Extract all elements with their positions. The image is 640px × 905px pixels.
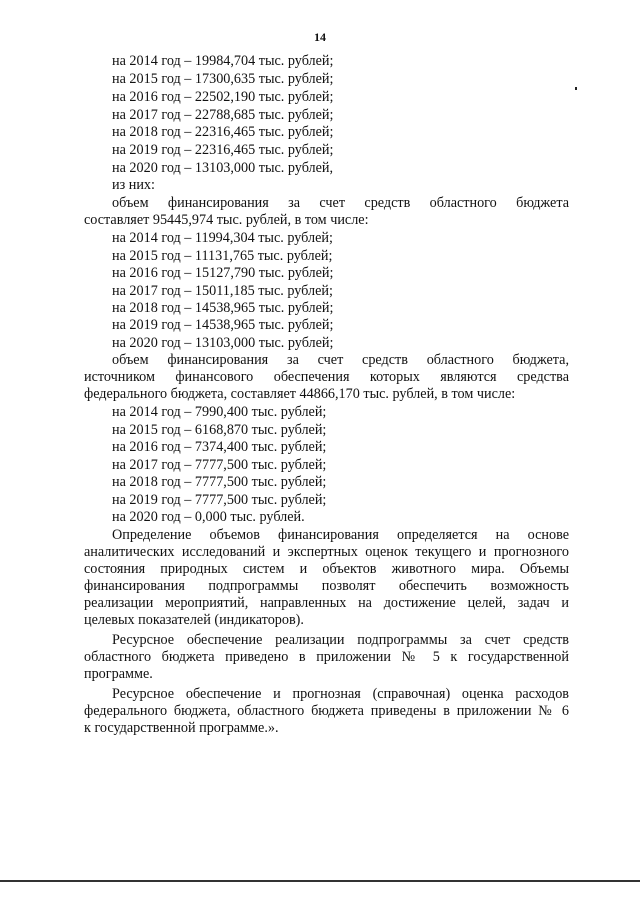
paragraph-line: программе. bbox=[84, 666, 153, 682]
list-item: на 2018 год – 22316,465 тыс. рублей; bbox=[112, 124, 334, 140]
list-item: на 2014 год – 7990,400 тыс. рублей; bbox=[112, 404, 327, 420]
paragraph-line: составляет 95445,974 тыс. рублей, в том числе: bbox=[84, 212, 369, 228]
list-item: на 2020 год – 13103,000 тыс. рублей, bbox=[112, 160, 334, 176]
paragraph-line: целевых показателей (индикаторов). bbox=[84, 612, 304, 628]
list-item: на 2017 год – 7777,500 тыс. рублей; bbox=[112, 457, 327, 473]
scan-speck bbox=[575, 87, 577, 90]
paragraph-line: источником финансового обеспечения которых являются средства bbox=[84, 369, 569, 385]
list-item: на 2016 год – 22502,190 тыс. рублей; bbox=[112, 89, 334, 105]
paragraph-line: Определение объемов финансирования определяется на основе bbox=[112, 527, 569, 543]
list-item: на 2014 год – 11994,304 тыс. рублей; bbox=[112, 230, 333, 246]
list-item: на 2018 год – 14538,965 тыс. рублей; bbox=[112, 300, 334, 316]
paragraph-line: федерального бюджета, областного бюджета приведены в приложении № 6 bbox=[84, 703, 569, 719]
paragraph-line: аналитических исследований и экспертных оценок текущего и прогнозного bbox=[84, 544, 569, 560]
list-item: на 2015 год – 6168,870 тыс. рублей; bbox=[112, 422, 327, 438]
list-item: на 2019 год – 7777,500 тыс. рублей; bbox=[112, 492, 327, 508]
paragraph-line: объем финансирования за счет средств областного бюджета, bbox=[112, 352, 569, 368]
iz-nih-label: из них: bbox=[112, 177, 155, 193]
list-item: на 2015 год – 11131,765 тыс. рублей; bbox=[112, 248, 333, 264]
list-item: на 2019 год – 22316,465 тыс. рублей; bbox=[112, 142, 334, 158]
paragraph-line: объем финансирования за счет средств областного бюджета bbox=[112, 195, 569, 211]
list-item: на 2020 год – 0,000 тыс. рублей. bbox=[112, 509, 305, 525]
list-item: на 2020 год – 13103,000 тыс. рублей; bbox=[112, 335, 334, 351]
page-number: 14 bbox=[314, 30, 326, 44]
paragraph-line: областного бюджета приведено в приложении № 5 к государственной bbox=[84, 649, 569, 665]
list-item: на 2017 год – 15011,185 тыс. рублей; bbox=[112, 283, 333, 299]
paragraph-line: состояния природных систем и объектов животного мира. Объемы bbox=[84, 561, 569, 577]
paragraph-line: Ресурсное обеспечение и прогнозная (справочная) оценка расходов bbox=[112, 686, 569, 702]
list-item: на 2016 год – 7374,400 тыс. рублей; bbox=[112, 439, 327, 455]
list-item: на 2019 год – 14538,965 тыс. рублей; bbox=[112, 317, 334, 333]
paragraph-line: Ресурсное обеспечение реализации подпрограммы за счет средств bbox=[112, 632, 569, 648]
page-bottom-border bbox=[0, 880, 640, 882]
list-item: на 2018 год – 7777,500 тыс. рублей; bbox=[112, 474, 327, 490]
paragraph-line: к государственной программе.». bbox=[84, 720, 279, 736]
list-item: на 2016 год – 15127,790 тыс. рублей; bbox=[112, 265, 334, 281]
paragraph-line: финансирования подпрограммы позволят обеспечить возможность bbox=[84, 578, 569, 594]
list-item: на 2017 год – 22788,685 тыс. рублей; bbox=[112, 107, 334, 123]
paragraph-line: федерального бюджета, составляет 44866,170 тыс. рублей, в том числе: bbox=[84, 386, 516, 402]
list-item: на 2014 год – 19984,704 тыс. рублей; bbox=[112, 53, 334, 69]
list-item: на 2015 год – 17300,635 тыс. рублей; bbox=[112, 71, 334, 87]
paragraph-line: реализации мероприятий, направленных на достижение целей, задач и bbox=[84, 595, 569, 611]
